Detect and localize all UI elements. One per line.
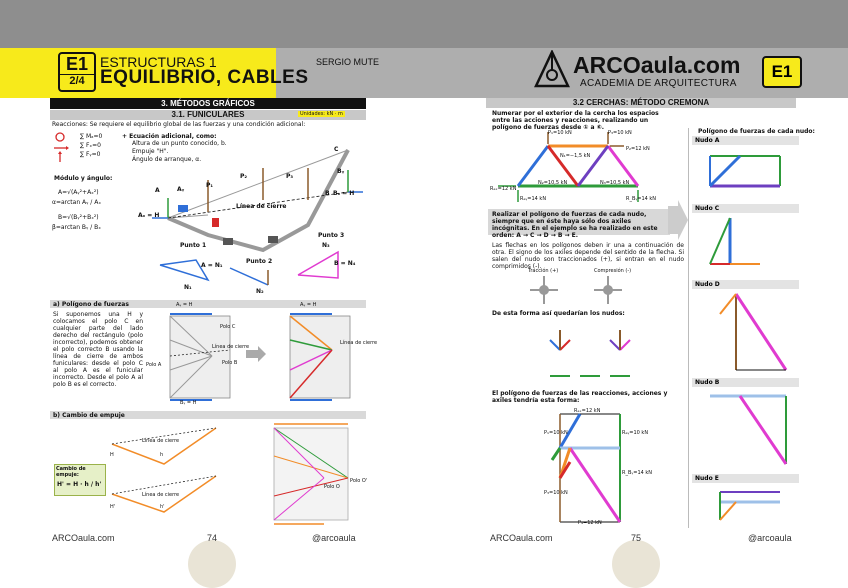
nodes-preview <box>540 320 640 388</box>
truss-RAx: Rₐₓ=12 kN <box>490 186 517 192</box>
page-circle-right <box>612 540 660 588</box>
author-name: SERGIO MUTE <box>316 57 380 67</box>
label-A: A <box>155 187 160 194</box>
arrows-text: Las flechas en los polígonos deben ir una a continuación de otra. El signo de los axiles depende del sentido de la flecha. Si salen del nudo son traccionados (+), si entran en el nudo comprimidos (-). <box>492 242 684 270</box>
label-N1: N₁ <box>184 284 192 291</box>
label-Bx: Bₓ = H <box>333 190 355 197</box>
footer-right-site: ARCOaula.com <box>490 533 553 543</box>
label-Ay: Aᵧ <box>177 186 185 193</box>
poligono-text: Si suponemos una H y colocamos el polo C en cualquier parte del lado derecho del rectángulo (polo incorrecto), podemos obtener el polo correcto B usando la línea de cierre de ambos funiculares: desde el polo C al polo A es el funicular incorrecto. Desde el polo A al polo B es el correcto. <box>53 311 143 388</box>
arco-logo-icon <box>534 50 570 90</box>
label-B-eq: B = N₄ <box>334 260 356 267</box>
formula-alpha: α=arctan Aᵧ / Aₓ <box>52 199 101 206</box>
truss-P2: P₂=12 kN <box>626 146 650 152</box>
label-By: Bᵧ <box>337 168 345 175</box>
empuje-formula-box <box>54 464 106 496</box>
empuje-h: h <box>160 452 164 458</box>
node-B-polygon <box>700 388 796 468</box>
poly-AyH-2: Aᵧ = H <box>300 302 317 308</box>
poly-ByH: Bᵧ = H <box>180 400 197 406</box>
cremona-intro: Numerar por el exterior de la cercha los espacios entre las acciones y reacciones, realizando un polígono de fuerzas desde ① a ⑥. <box>492 110 659 131</box>
node-D-polygon <box>700 290 796 374</box>
footer-left-site: ARCOaula.com <box>52 533 115 543</box>
cremona-RBy: R_Bᵧ=14 kN <box>622 470 653 476</box>
gray-note-box <box>488 209 670 239</box>
node-D-header: Nudo D <box>692 280 799 289</box>
label-punto1: Punto 1 <box>180 242 207 249</box>
empuje-formula: H' = H · h / h' <box>57 481 102 488</box>
node-A-polygon <box>700 146 796 196</box>
bullet-1: Altura de un punto conocido, b. <box>132 140 227 147</box>
cremona-RAy: Rₐᵧ=10 kN <box>622 430 649 436</box>
label-P3: P₃ <box>286 173 294 180</box>
empuje-box-title: Cambio de empuje: <box>56 466 86 478</box>
brand-subtitle: ACADEMIA DE ARQUITECTURA <box>580 78 737 89</box>
empuje-Hp: H' <box>110 504 116 510</box>
label-A-eq: A = N₁ <box>201 262 223 269</box>
page-number-right: 75 <box>631 533 642 543</box>
formula-a: A=√(Aᵧ²+Aₓ²) <box>58 189 99 196</box>
bullet-3: Ángulo de arranque, α. <box>132 156 202 163</box>
poly-poloB: Polo B <box>222 360 238 366</box>
bullet-2: Empuje "H". <box>132 148 169 155</box>
poly-poloA: Polo A <box>146 362 162 368</box>
footer-right-handle: @arcoaula <box>748 533 792 543</box>
node-C-polygon <box>700 214 796 274</box>
label-punto3: Punto 3 <box>318 232 345 239</box>
funicular-diagram <box>148 140 366 300</box>
right-chapter-badge: E1 <box>762 56 802 88</box>
poly-closing: Línea de cierre <box>212 344 250 350</box>
truss-P1: P₁=10 kN <box>548 130 572 136</box>
truss-RAy: Rₐᵧ=14 kN <box>520 196 547 202</box>
empuje-diagram <box>104 416 366 528</box>
truss-RBy: R_Bᵧ=14 kN <box>626 196 657 202</box>
label-C: C <box>334 146 339 153</box>
truss-N1: N₁=−1,5 kN <box>560 153 591 159</box>
traccion-compresion-icons <box>528 276 628 306</box>
label-Ax: Aₓ = H <box>138 212 160 219</box>
label-P2: P₂ <box>240 173 248 180</box>
badge-page: 2/4 <box>60 74 94 87</box>
node-B-header: Nudo B <box>692 378 799 387</box>
label-P1: P₁ <box>206 182 214 189</box>
cremona-diagram <box>540 404 640 528</box>
top-band <box>0 0 848 48</box>
extra-condition: + Ecuación adicional, como: <box>122 133 217 140</box>
page-number-left: 74 <box>207 533 218 543</box>
nodes-title: Polígono de fuerzas de cada nudo: <box>698 128 815 135</box>
page-circle-left <box>188 540 236 588</box>
label-N3: N₃ <box>322 242 330 249</box>
cremona-P4: P₄=12 kN <box>578 520 602 526</box>
label-punto2: Punto 2 <box>246 258 273 265</box>
nudos-text: De esta forma así quedarían los nudos: <box>492 310 625 317</box>
cremona-Rax: Rₐₓ=12 kN <box>574 408 601 414</box>
poly-AyH: Aᵧ = H <box>176 302 193 308</box>
truss-N3: N₃=10,5 kN <box>600 180 630 186</box>
force-polygon-diagram <box>150 310 366 406</box>
empuje-poloO: Polo O <box>324 484 340 490</box>
chapter-badge <box>58 52 96 92</box>
course-name: ESTRUCTURAS 1 <box>100 54 217 70</box>
traccion-label: Tracción (+) <box>528 268 559 274</box>
empuje-poloOp: Polo O' <box>350 478 368 484</box>
empuje-closing: Línea de cierre <box>142 438 180 444</box>
formula-b: B=√(Bᵧ²+Bₓ²) <box>58 214 99 221</box>
units-label: Unidades: kN · m <box>300 111 343 117</box>
brand-name: ARCOaula.com <box>573 52 741 78</box>
poly-closing-2: Línea de cierre <box>340 340 378 346</box>
reacciones-text: Reacciones: Se requiere el equilibrio global de las fuerzas y una condición adicional: <box>52 121 306 128</box>
truss-N2: N₂=10,5 kN <box>538 180 568 186</box>
node-C-header: Nudo C <box>692 204 799 213</box>
label-closing: Línea de cierre <box>236 203 287 210</box>
equilibrium-icons <box>52 131 80 163</box>
footer-left-handle: @arcoaula <box>312 533 356 543</box>
eq-fx: ∑ Fₓ=0 <box>80 142 101 149</box>
nodes-divider <box>688 128 689 528</box>
gray-note: Realizar el polígono de fuerzas de cada nudo, siempre que en éste haya sólo dos axiles incógnitas. En el ejemplo se ha realizado en este orden: A → C → D → B → E. <box>492 211 658 239</box>
section-header-right: 3.2 CERCHAS: MÉTODO CREMONA <box>486 98 796 108</box>
node-A-header: Nudo A <box>692 136 799 145</box>
section-header-left: 3. MÉTODOS GRÁFICOS <box>50 98 366 109</box>
empuje-title: b) Cambio de empuje <box>53 412 125 419</box>
modulo-title: Módulo y ángulo: <box>54 175 113 182</box>
label-N2: N₂ <box>256 288 264 295</box>
node-E-polygon <box>700 484 796 526</box>
empuje-hp: h' <box>160 504 165 510</box>
poligono-title: a) Polígono de fuerzas <box>53 301 129 308</box>
node-E-header: Nudo E <box>692 474 799 483</box>
cremona-P3: P₃=10 kN <box>544 490 568 496</box>
compresion-label: Compresión (-) <box>594 268 632 274</box>
poly-poloC: Polo C <box>220 324 236 330</box>
eq-moment: ∑ Mₐ=0 <box>80 133 103 140</box>
eq-fy: ∑ Fᵧ=0 <box>80 151 101 158</box>
subsection-header: 3.1. FUNICULARES <box>50 110 366 120</box>
formula-beta: β=arctan Bᵧ / Bₓ <box>52 224 101 231</box>
cremona-text: El polígono de fuerzas de las reacciones, acciones y axiles tendría esta forma: <box>492 390 668 404</box>
badge-code: E1 <box>65 54 89 74</box>
page-title: EQUILIBRIO, CABLES <box>100 67 309 88</box>
empuje-closing-2: Línea de cierre <box>142 492 180 498</box>
truss-P3: P₃=10 kN <box>608 130 632 136</box>
label-B: B <box>325 190 330 197</box>
empuje-H: H <box>110 452 114 458</box>
arrow-right-icon <box>668 200 688 240</box>
cremona-P1: P₁=10 kN <box>544 430 568 436</box>
